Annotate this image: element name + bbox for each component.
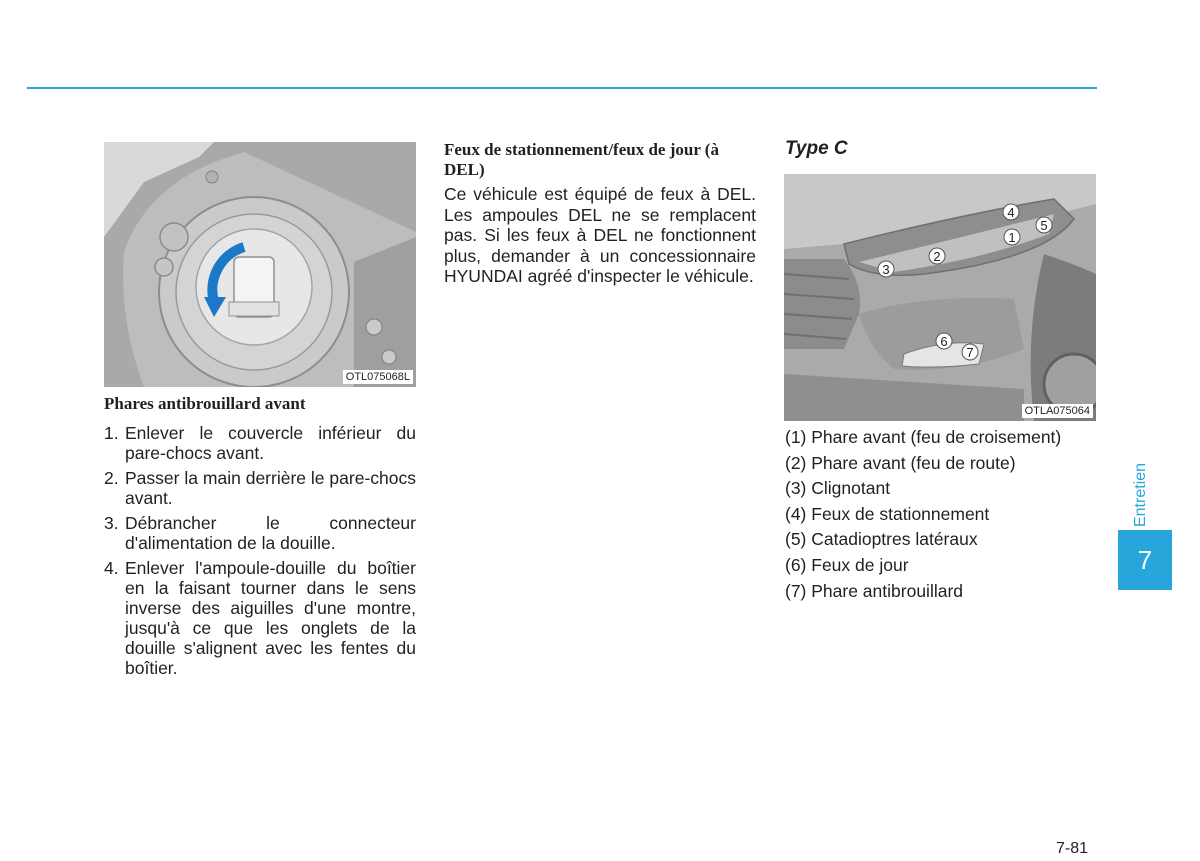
list-item: (2) Phare avant (feu de route)	[785, 452, 1016, 473]
list-item: (7) Phare antibrouillard	[785, 580, 964, 601]
page-number: 7-81	[1056, 840, 1089, 857]
callout-4	[1003, 204, 1019, 220]
led-paragraph: Ce véhicule est équipé de feux à DEL. Les ampoules DEL ne se remplacent pas. Si les feux à DEL ne fonctionnent plus, demander à un concessionnaire HYUNDAI agréé d'inspecter le véhicule.	[444, 184, 756, 286]
legend-list	[785, 425, 1097, 604]
svg-text:5: 5	[1040, 218, 1048, 233]
list-item: (6) Feux de jour	[785, 554, 909, 575]
callout-7	[962, 344, 978, 360]
svg-text:3: 3	[882, 262, 890, 277]
callout-5	[1036, 217, 1052, 233]
chapter-label: Entretien	[1132, 462, 1149, 528]
list-item: (1) Phare avant (feu de croisement)	[785, 427, 1062, 447]
section-heading: Phares antibrouillard avant	[104, 394, 306, 413]
list-item: 1. Enlever le couvercle inférieur du pare-chocs avant.	[104, 423, 416, 463]
callout-6	[936, 333, 952, 349]
list-item: (4) Feux de stationnement	[785, 503, 990, 524]
callout-2	[929, 248, 945, 264]
svg-text:1: 1	[1008, 230, 1016, 245]
callout-layer	[784, 174, 1096, 421]
fog-lamp-illustration	[104, 142, 416, 387]
left-column	[104, 394, 416, 683]
callout-1	[1004, 229, 1020, 245]
header-rule	[27, 87, 1097, 89]
fog-lamp-figure	[104, 142, 416, 387]
figure-code: OTL075068L	[343, 370, 413, 384]
figure-code: OTLA075064	[1022, 404, 1093, 418]
callout-3	[878, 261, 894, 277]
middle-column	[444, 140, 756, 287]
svg-text:2: 2	[933, 249, 941, 264]
list-item: (3) Clignotant	[785, 478, 891, 499]
list-item: 3. Débrancher le connecteur d'alimentation de la douille.	[104, 513, 416, 553]
list-item: (5) Catadioptres latéraux	[785, 529, 978, 550]
chapter-tab: 7	[1118, 530, 1172, 590]
svg-text:4: 4	[1007, 205, 1015, 220]
list-item: 2. Passer la main derrière le pare-chocs avant.	[104, 468, 416, 508]
headlamp-figure	[784, 174, 1096, 421]
svg-text:7: 7	[966, 345, 974, 360]
steps-list	[104, 423, 416, 678]
right-legend	[785, 425, 1097, 604]
list-item: 4. Enlever l'ampoule-douille du boîtier en la faisant tourner dans le sens inverse des aiguilles d'une montre, jusqu'à ce que les onglets de la douille s'alignent avec les fentes du boîtier.	[104, 558, 416, 678]
svg-text:6: 6	[940, 334, 948, 349]
type-label: Type C	[785, 138, 848, 159]
section-heading: Feux de stationnement/feux de jour (à DEL)	[444, 140, 719, 179]
